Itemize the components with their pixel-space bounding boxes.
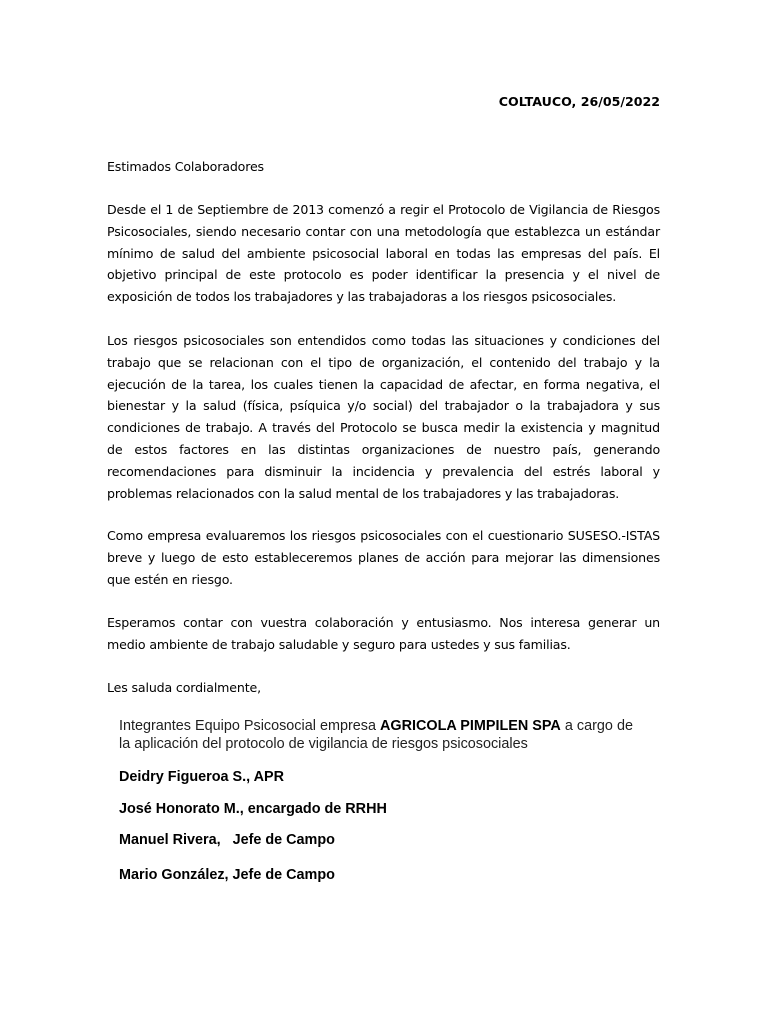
team-intro [119, 717, 633, 753]
team-member: Mario González, Jefe de Campo [119, 867, 335, 883]
paragraph-protocol-intro: Desde el 1 de Septiembre de 2013 comenzó a regir el Protocolo de Vigilancia de Riesgos Psicosociales, siendo necesario contar con una metodología que establezca un estándar mínimo de salud del ambiente psicosocial laboral en todas las empresas del país. El objetivo principal de este protocolo es poder identificar la presencia y el nivel de exposición de todos los trabajadores y las trabajadoras a los riesgos psicosociales. [107, 202, 660, 305]
team-intro-before: Integrantes Equipo Psicosocial empresa [119, 718, 380, 734]
paragraph-risk-definition: Los riesgos psicosociales son entendidos como todas las situaciones y condiciones del trabajo que se relacionan con el tipo de organización, el contenido del trabajo y la ejecución de la tarea, los cuales tienen la capacidad de afectar, en forma negativa, el bienestar y la salud (física, psíquica y/o social) del trabajador o la trabajadora y sus condiciones de trabajo. A través del Protocolo se busca medir la existencia y magnitud de estos factores en las distintas organizaciones de nuestro país, generando recomendaciones para disminuir la incidencia y prevalencia del estrés laboral y problemas relacionados con la salud mental de los trabajadores y las trabajadoras. [107, 333, 660, 501]
paragraph-collaboration: Esperamos contar con vuestra colaboración y entusiasmo. Nos interesa generar un medio ambiente de trabajo saludable y seguro para ustedes y sus familias. [107, 615, 660, 652]
closing: Les saluda cordialmente, [107, 680, 261, 695]
date-line: COLTAUCO, 26/05/2022 [498, 94, 660, 109]
team-member: Deidry Figueroa S., APR [119, 769, 284, 785]
team-member: Manuel Rivera, Jefe de Campo [119, 832, 335, 848]
paragraph-evaluation: Como empresa evaluaremos los riesgos psicosociales con el cuestionario SUSESO.-ISTAS breve y luego de esto estableceremos planes de acción para mejorar las dimensiones que estén en riesgo. [107, 528, 660, 587]
company-name: AGRICOLA PIMPILEN SPA [380, 718, 561, 734]
team-intro-after: a cargo de la aplicación del protocolo de vigilancia de riesgos psicosociales [119, 718, 633, 752]
team-member: José Honorato M., encargado de RRHH [119, 801, 387, 817]
salutation: Estimados Colaboradores [107, 159, 264, 174]
